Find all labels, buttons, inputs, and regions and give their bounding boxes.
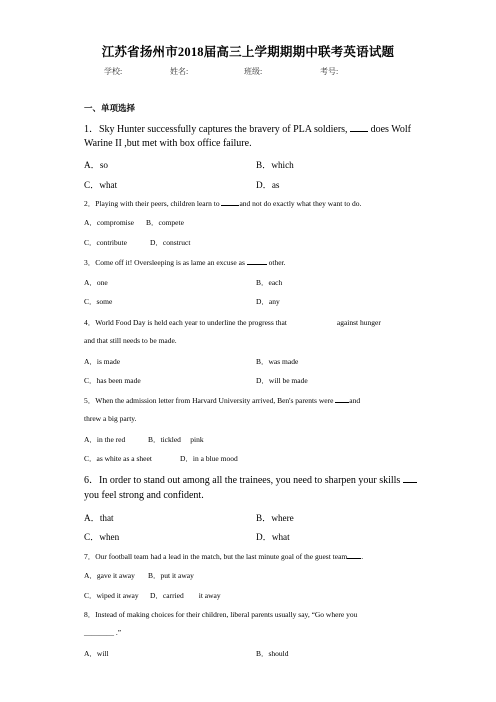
option-d: D．in a blue mood [180,454,238,463]
info-school-label: 学校: [104,67,123,76]
option-b: B．each [256,278,283,287]
option-b: B．compete [146,218,184,227]
option-a: A．is made [84,357,121,366]
option-a: A．will [84,649,109,658]
question-8-stem: 8．Instead of making choices for their children, liberal parents usually say, “Go where you [84,610,358,619]
option-b: B．tickled pink [148,435,204,444]
question-1-stem: 1．Sky Hunter successfully captures the bravery of PLA soldiers, does Wolf [84,124,411,135]
option-a: A．compromise [84,218,134,227]
question-3-stem: 3．Come off it! Oversleeping is as lame an excuse as other. [84,258,286,267]
info-name-label: 姓名: [170,67,189,76]
question-5-stem: 5．When the admission letter from Harvard University arrived, Ben's parents were and [84,396,361,405]
option-b: B．put it away [148,571,194,580]
answer-blank [221,199,239,206]
option-a: A．that [84,513,114,523]
answer-blank [335,396,349,403]
option-b: B．should [256,649,289,658]
option-b: B．was made [256,357,299,366]
option-a: A．in the red [84,435,126,444]
option-d: D．as [256,180,280,190]
option-a: A．gave it away [84,571,135,580]
option-c: C．what [84,180,118,190]
option-d: D．will be made [256,376,308,385]
answer-blank [350,123,368,132]
answer-blank [403,474,417,483]
question-6-stem: 6．In order to stand out among all the trainees, you need to sharpen your skills [84,471,417,486]
option-c: C．some [84,297,113,306]
question-2-stem: 2．Playing with their peers, children learn to and not do exactly what they want to do. [84,199,362,208]
question-4-stem: 4．World Food Day is held each year to underline the progress that against hunger [84,318,381,327]
question-1-stem-cont: Warine II ,but met with box office failure. [84,138,252,149]
question-7-stem: 7．Our football team had a lead in the match, but the last minute goal of the guest team . [84,552,364,561]
option-c: C．contribute [84,238,127,247]
question-8-stem-cont: ________ .” [84,628,122,637]
question-4-stem-cont: and that still needs to be made. [84,336,177,345]
option-c: C．has been made [84,376,141,385]
option-d: D．any [256,297,280,306]
info-class-label: 班级: [244,67,263,76]
option-c: C．when [84,532,120,542]
answer-blank [247,258,267,265]
question-6-stem-cont: you feel strong and confident. [84,490,204,501]
answer-blank [347,552,361,559]
option-c: C．as white as a sheet [84,454,152,463]
question-5-stem-cont: threw a big party. [84,414,137,423]
option-a: A．so [84,160,108,170]
option-b: B．where [256,513,294,523]
option-d: D．construct [150,238,191,247]
option-c: C．wiped it away [84,591,139,600]
option-d: D．what [256,532,290,542]
page-title: 江苏省扬州市2018届高三上学期期期中联考英语试题 [101,45,395,59]
section-heading: 一、单项选择 [84,103,136,113]
option-a: A．one [84,278,108,287]
info-number-label: 考号: [320,67,339,76]
option-b: B．which [256,160,294,170]
option-d: D．carried it away [150,591,221,600]
